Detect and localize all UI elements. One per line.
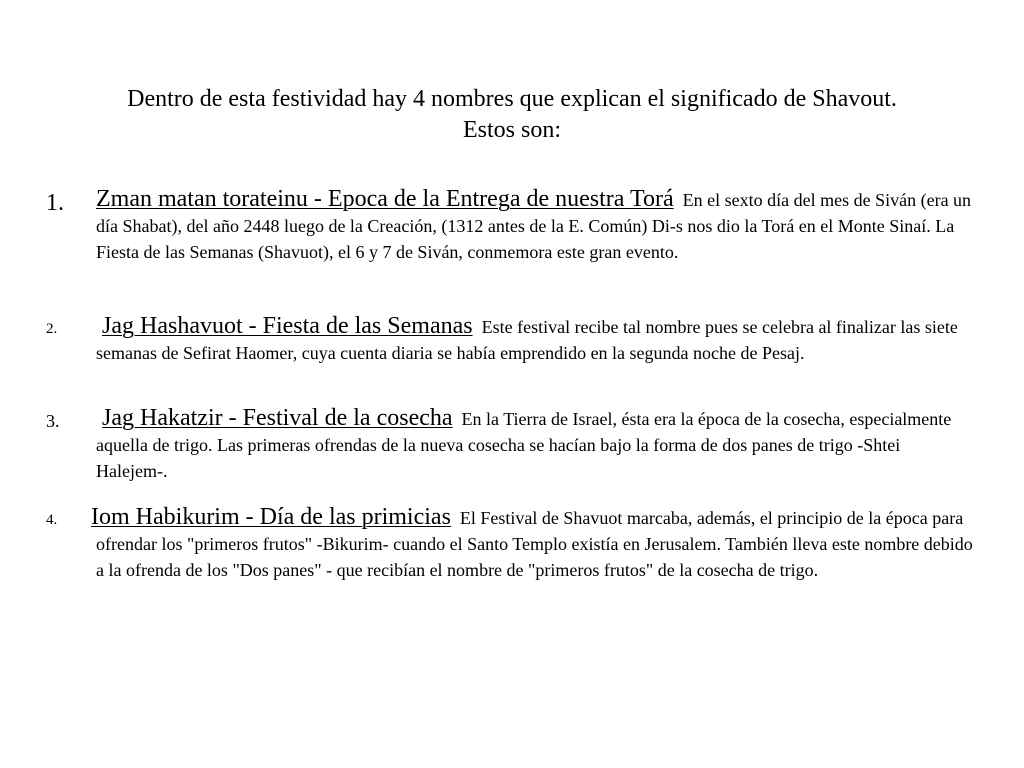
item-body [96,405,976,484]
item-number: 3. [46,411,60,431]
item-body [96,186,976,265]
item-body [91,504,976,583]
item-description: El Festival de Shavuot marcaba, además, el principio de la época para ofrendar los "primeros frutos" -Bikurim- cuando el Santo Templo existía en Jerusalem. También lleva este nombre debido a la ofrenda de los "Dos panes" - que recibían el nombre de "primeros frutos" de la cosecha de trigo. [96,508,973,580]
item-description: Este festival recibe tal nombre pues se celebra al finalizar las siete semanas de Sefirat Haomer, cuya cuenta diaria se había emprendido en la segunda noche de Pesaj. [96,317,958,363]
item-number: 4. [46,512,58,528]
intro-paragraph: Dentro de esta festividad hay 4 nombres que explican el significado de Shavout. Estos son: [127,86,897,143]
item-description: En la Tierra de Israel, ésta era la época de la cosecha, especialmente aquella de trigo. Las primeras ofrendas de la nueva cosecha se hacían bajo la forma de dos panes de trigo -Shtei Halejem-. [96,409,952,481]
item-description: En el sexto día del mes de Siván (era un día Shabat), del año 2448 luego de la Creación, (1312 antes de la E. Común) Di-s nos dio la Torá en el Monte Sinaí. La Fiesta de las Semanas (Shavuot), el 6 y 7 de Siván, conmemora este gran evento. [96,190,972,262]
item-title: Zman matan torateinu - Epoca de la Entrega de nuestra Torá [96,186,674,212]
item-title: Iom Habikurim - Día de las primicias [91,504,451,530]
item-body [96,313,976,366]
item-title: Jag Hashavuot - Fiesta de las Semanas [102,313,473,339]
item-title: Jag Hakatzir - Festival de la cosecha [102,405,453,431]
item-number: 2. [46,321,58,337]
item-number: 1. [46,190,64,216]
